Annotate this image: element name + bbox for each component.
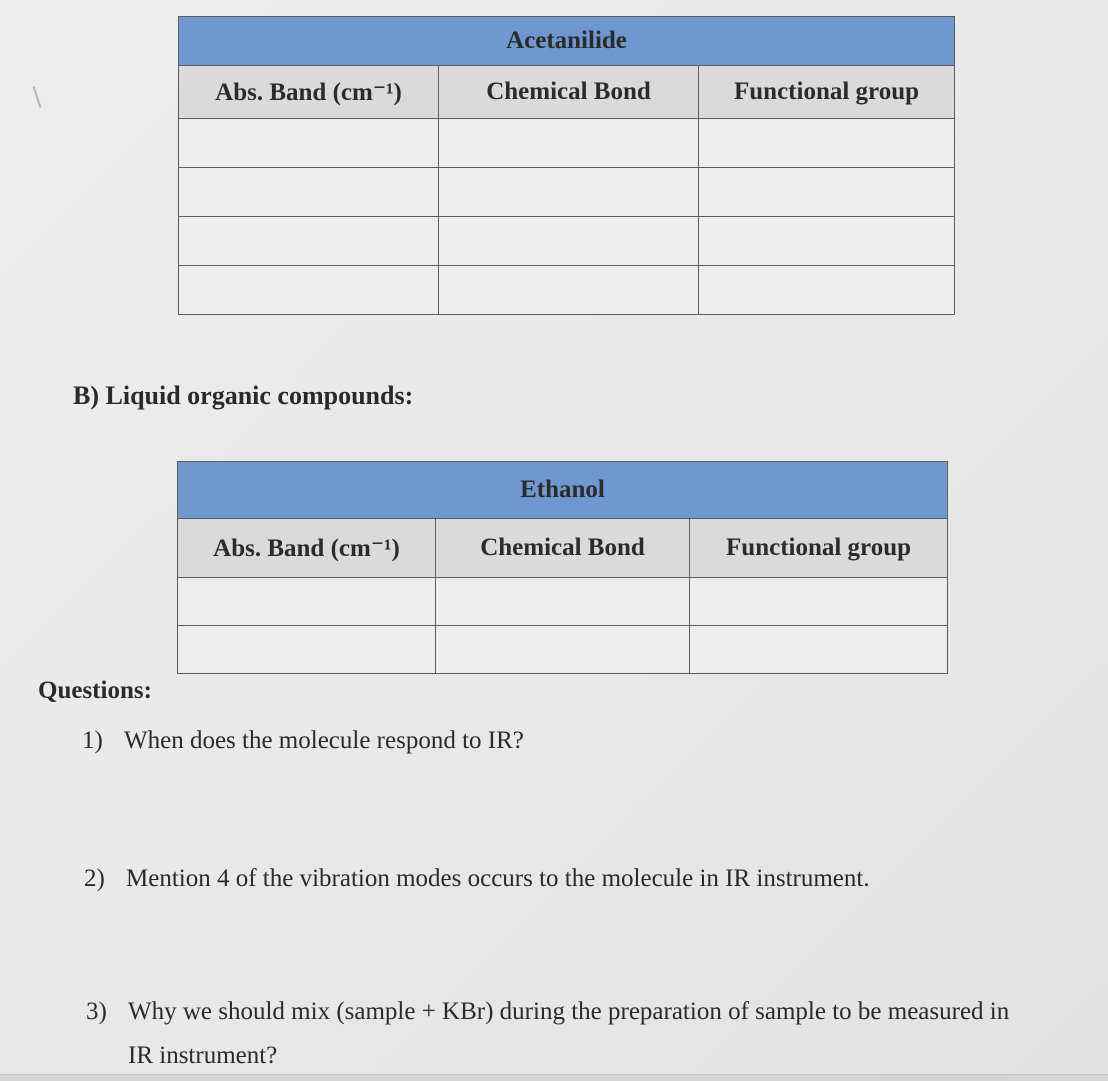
question-number: 1) [82,727,103,754]
pen-mark [33,86,42,108]
table-row [179,266,955,315]
table-row [179,217,955,266]
table-cell[interactable] [178,578,436,626]
table-cell[interactable] [179,217,439,266]
table-cell[interactable] [436,578,690,626]
table-cell[interactable] [699,168,955,217]
table-row [179,119,955,168]
header-functional-group: Functional group [699,66,955,119]
acetanilide-table [178,16,955,315]
table-cell[interactable] [439,119,699,168]
question-number: 3) [86,998,107,1025]
table-cell[interactable] [436,626,690,674]
questions-heading: Questions: [38,677,152,704]
table-cell[interactable] [439,266,699,315]
table-row [178,578,948,626]
header-chemical-bond: Chemical Bond [439,66,699,119]
table-cell[interactable] [178,626,436,674]
question-number: 2) [84,865,105,892]
section-b-heading: B) Liquid organic compounds: [73,381,414,410]
question-text-continuation: IR instrument? [128,1042,278,1069]
question-text: Why we should mix (sample + KBr) during the preparation of sample to be measured in [128,998,1010,1025]
table-title-row [179,17,955,66]
question-3 [86,990,1076,1078]
table-row [178,626,948,674]
header-abs-band: Abs. Band (cm⁻¹) [178,519,436,578]
table-cell[interactable] [699,217,955,266]
table-title: Ethanol [178,462,948,519]
header-abs-band: Abs. Band (cm⁻¹) [179,66,439,119]
table-header-row [179,66,955,119]
table-cell[interactable] [439,217,699,266]
question-text: Mention 4 of the vibration modes occurs to the molecule in IR instrument. [126,865,870,892]
table-cell[interactable] [699,119,955,168]
table-header-row [178,519,948,578]
table-title-row [178,462,948,519]
table-cell[interactable] [690,578,948,626]
header-functional-group: Functional group [690,519,948,578]
header-chemical-bond: Chemical Bond [436,519,690,578]
table-cell[interactable] [179,266,439,315]
table-cell[interactable] [699,266,955,315]
table-cell[interactable] [439,168,699,217]
question-1 [82,719,524,763]
ethanol-table [177,461,948,674]
question-text: When does the molecule respond to IR? [124,727,524,754]
table-cell[interactable] [690,626,948,674]
table-title: Acetanilide [179,17,955,66]
table-cell[interactable] [179,168,439,217]
table-cell[interactable] [179,119,439,168]
question-2 [84,857,870,901]
table-row [179,168,955,217]
